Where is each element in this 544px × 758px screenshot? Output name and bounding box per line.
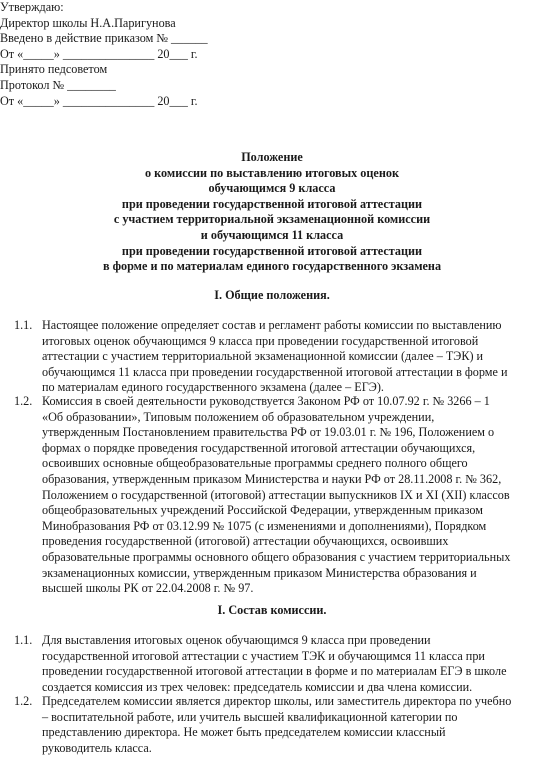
clause-line: Комиссия в своей деятельности руководствуется Законом РФ от 10.07.92 г. № 3266 – 1 (42, 394, 490, 408)
clause-line: общеобразовательных учреждений Российской Федерации, утвержденным приказом (42, 503, 483, 518)
clause-line: освоивших основные общеобразовательные программы среднего полного общего (42, 456, 468, 471)
approval-line: Утверждаю: (0, 0, 64, 14)
council-line: Принято педсоветом (0, 62, 108, 77)
clause-line: руководитель класса. (42, 740, 152, 755)
clause-number: 1.2. (14, 694, 33, 708)
document-title (0, 150, 544, 275)
clause-line: проведении государственной итоговой аттестации в форме и по материалам ЕГЭ в школе (42, 664, 507, 679)
clause-line: образования, утвержденным приказом Министерства и науки РФ от 28.11.2008 г. № 362, (42, 471, 502, 486)
approval-block (0, 0, 300, 109)
clause-line: «Об образовании», Типовым положением об образовательном учреждении, (42, 409, 435, 424)
clause-line: экзаменационных комиссии, утвержденным приказом Министерства образования и (42, 565, 477, 580)
clause-line: утвержденным Постановлением правительства РФ от 19.03.01 г. № 196, Положением о (42, 425, 495, 440)
clause-number: 1.2. (14, 394, 33, 408)
title-line: при проведении государственной итоговой аттестации (121, 196, 423, 211)
clause-line: по материалам единого государственного экзамена (далее – ЕГЭ). (42, 380, 384, 395)
approval-line: Введено в действие приказом № ______ (0, 31, 208, 46)
clause-1-1 (0, 318, 544, 396)
title-line: о комиссии по выставлению итоговых оценок (145, 165, 399, 180)
title-line: обучающимся 9 класса (208, 181, 336, 196)
clause-2-2 (0, 694, 544, 756)
clause-number: 1.1. (14, 633, 33, 647)
clause-line: представлению директора. Не может быть председателем комиссии классный (42, 725, 446, 740)
clause-line: Минобразования РФ от 03.12.99 № 1075 (с изменениями и дополнениями), Порядком (42, 518, 487, 533)
clause-2-1 (0, 633, 544, 695)
clause-line: – воспитательной работе, или учитель высшей квалификационной категории по (42, 709, 458, 724)
clause-1-2 (0, 394, 544, 597)
clause-line: высшей школы РК от 22.04.2008 г. № 97. (42, 581, 254, 596)
clause-number: 1.1. (14, 318, 33, 332)
title-line: при проведении государственной итоговой аттестации (121, 243, 423, 258)
clause-line: формах о порядке проведения государственной итоговой аттестации обучающихся, (42, 440, 476, 455)
section-heading-general: I. Общие положения. (214, 288, 330, 302)
clause-line: итоговых оценок обучающимся 9 класса при проведении государственной итоговой (42, 333, 479, 348)
clause-line: аттестации с участием территориальной экзаменационной комиссии (далее – ТЭК) и (42, 349, 484, 364)
clause-line: государственной итоговой аттестации с участием ТЭК и обучающимся 11 класса при (42, 648, 485, 663)
title-line: в форме и по материалам единого государственного экзамена (102, 259, 442, 274)
clause-line: Положением о государственной (итоговой) аттестации выпускников IX и XI (XII) классов (42, 487, 510, 502)
title-line: Положение (241, 150, 303, 164)
title-line: с участием территориальной экзаменационной комиссии (113, 212, 431, 227)
title-line: и обучающимся 11 класса (200, 227, 344, 242)
clause-line: создается комиссия из трех человек: председатель комиссии и два члена комиссии. (42, 679, 473, 694)
clause-line: образовательные программы основного общего образования с участием территориальных (42, 549, 511, 564)
council-line: От «_____» _______________ 20___ г. (0, 93, 198, 108)
clause-line: Для выставления итоговых оценок обучающимся 9 класса при проведении (42, 633, 431, 647)
council-line: Протокол № ________ (0, 77, 116, 92)
approval-line: От «_____» _______________ 20___ г. (0, 46, 198, 61)
clause-line: Председателем комиссии является директор школы, или заместитель директора по учебно (42, 694, 512, 708)
clause-line: Настоящее положение определяет состав и регламент работы комиссии по выставлению (42, 318, 502, 332)
clause-line: обучающимся 11 класса при проведении государственной итоговой аттестации в форме и (42, 364, 508, 379)
approval-line: Директор школы Н.А.Паригунова (0, 15, 176, 30)
clause-line: проведения государственной (итоговой) аттестации обучающихся, освоивших (42, 534, 449, 549)
section-heading-composition: I. Состав комиссии. (217, 603, 327, 617)
